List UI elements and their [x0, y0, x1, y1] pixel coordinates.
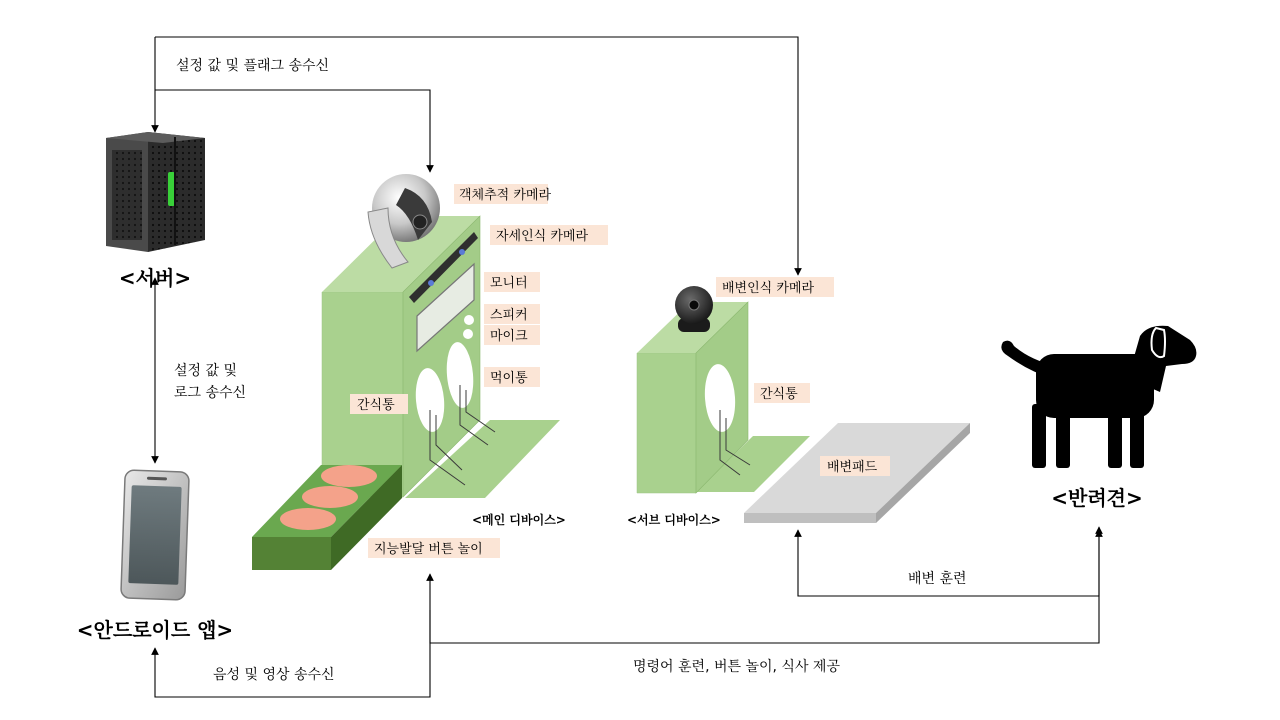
tag-mic: [484, 325, 540, 345]
tag-speaker: [484, 304, 540, 324]
svg-text:배변패드: 배변패드: [827, 460, 878, 475]
svg-text:먹이통: 먹이통: [490, 371, 528, 386]
tag-button-play: [368, 538, 500, 558]
flow-label-server-devices: 설정 값 및 플래그 송수신: [176, 58, 330, 74]
tag-snack-main: [350, 394, 408, 414]
svg-text:배변인식 카메라: 배변인식 카메라: [722, 281, 815, 296]
tag-pee-pad: [820, 456, 890, 476]
tag-snack-sub: [754, 383, 810, 403]
tag-feed-bowl: [484, 367, 540, 387]
svg-text:간식통: 간식통: [357, 398, 395, 413]
server-icon: [106, 132, 205, 252]
server-label: <서버>: [118, 266, 192, 290]
excretion-camera-icon: [675, 286, 713, 332]
tag-monitor: [484, 272, 540, 292]
tag-tracking-camera: [454, 184, 551, 204]
flow-main-dog: [430, 527, 1099, 643]
flow-label-main-dog: 명령어 훈련, 버튼 놀이, 식사 제공: [633, 659, 840, 675]
sub-device-label: <서브 디바이스>: [627, 513, 721, 527]
main-device-label: <메인 디바이스>: [472, 513, 566, 527]
svg-text:지능발달 버튼 놀이: 지능발달 버튼 놀이: [374, 542, 483, 557]
flow-label-server-app-2: 로그 송수신: [174, 385, 247, 401]
svg-text:모니터: 모니터: [490, 276, 528, 291]
flow-label-server-app-1: 설정 값 및: [174, 363, 237, 379]
svg-text:객체추적 카메라: 객체추적 카메라: [459, 188, 552, 203]
svg-text:자세인식 카메라: 자세인식 카메라: [496, 229, 589, 244]
flow-label-app-main: 음성 및 영상 송수신: [213, 667, 335, 683]
smartphone-icon: [121, 470, 189, 600]
svg-text:간식통: 간식통: [760, 387, 798, 402]
dog-icon: [1001, 326, 1196, 468]
dog-label: <반려견>: [1051, 486, 1143, 510]
tag-posture-camera: [490, 225, 608, 245]
android-app-label: <안드로이드 앱>: [76, 618, 234, 642]
svg-text:스피커: 스피커: [490, 308, 528, 323]
svg-text:마이크: 마이크: [490, 329, 528, 344]
tag-excretion-camera: [716, 277, 834, 297]
flow-label-pad-dog: 배변 훈련: [908, 571, 967, 587]
